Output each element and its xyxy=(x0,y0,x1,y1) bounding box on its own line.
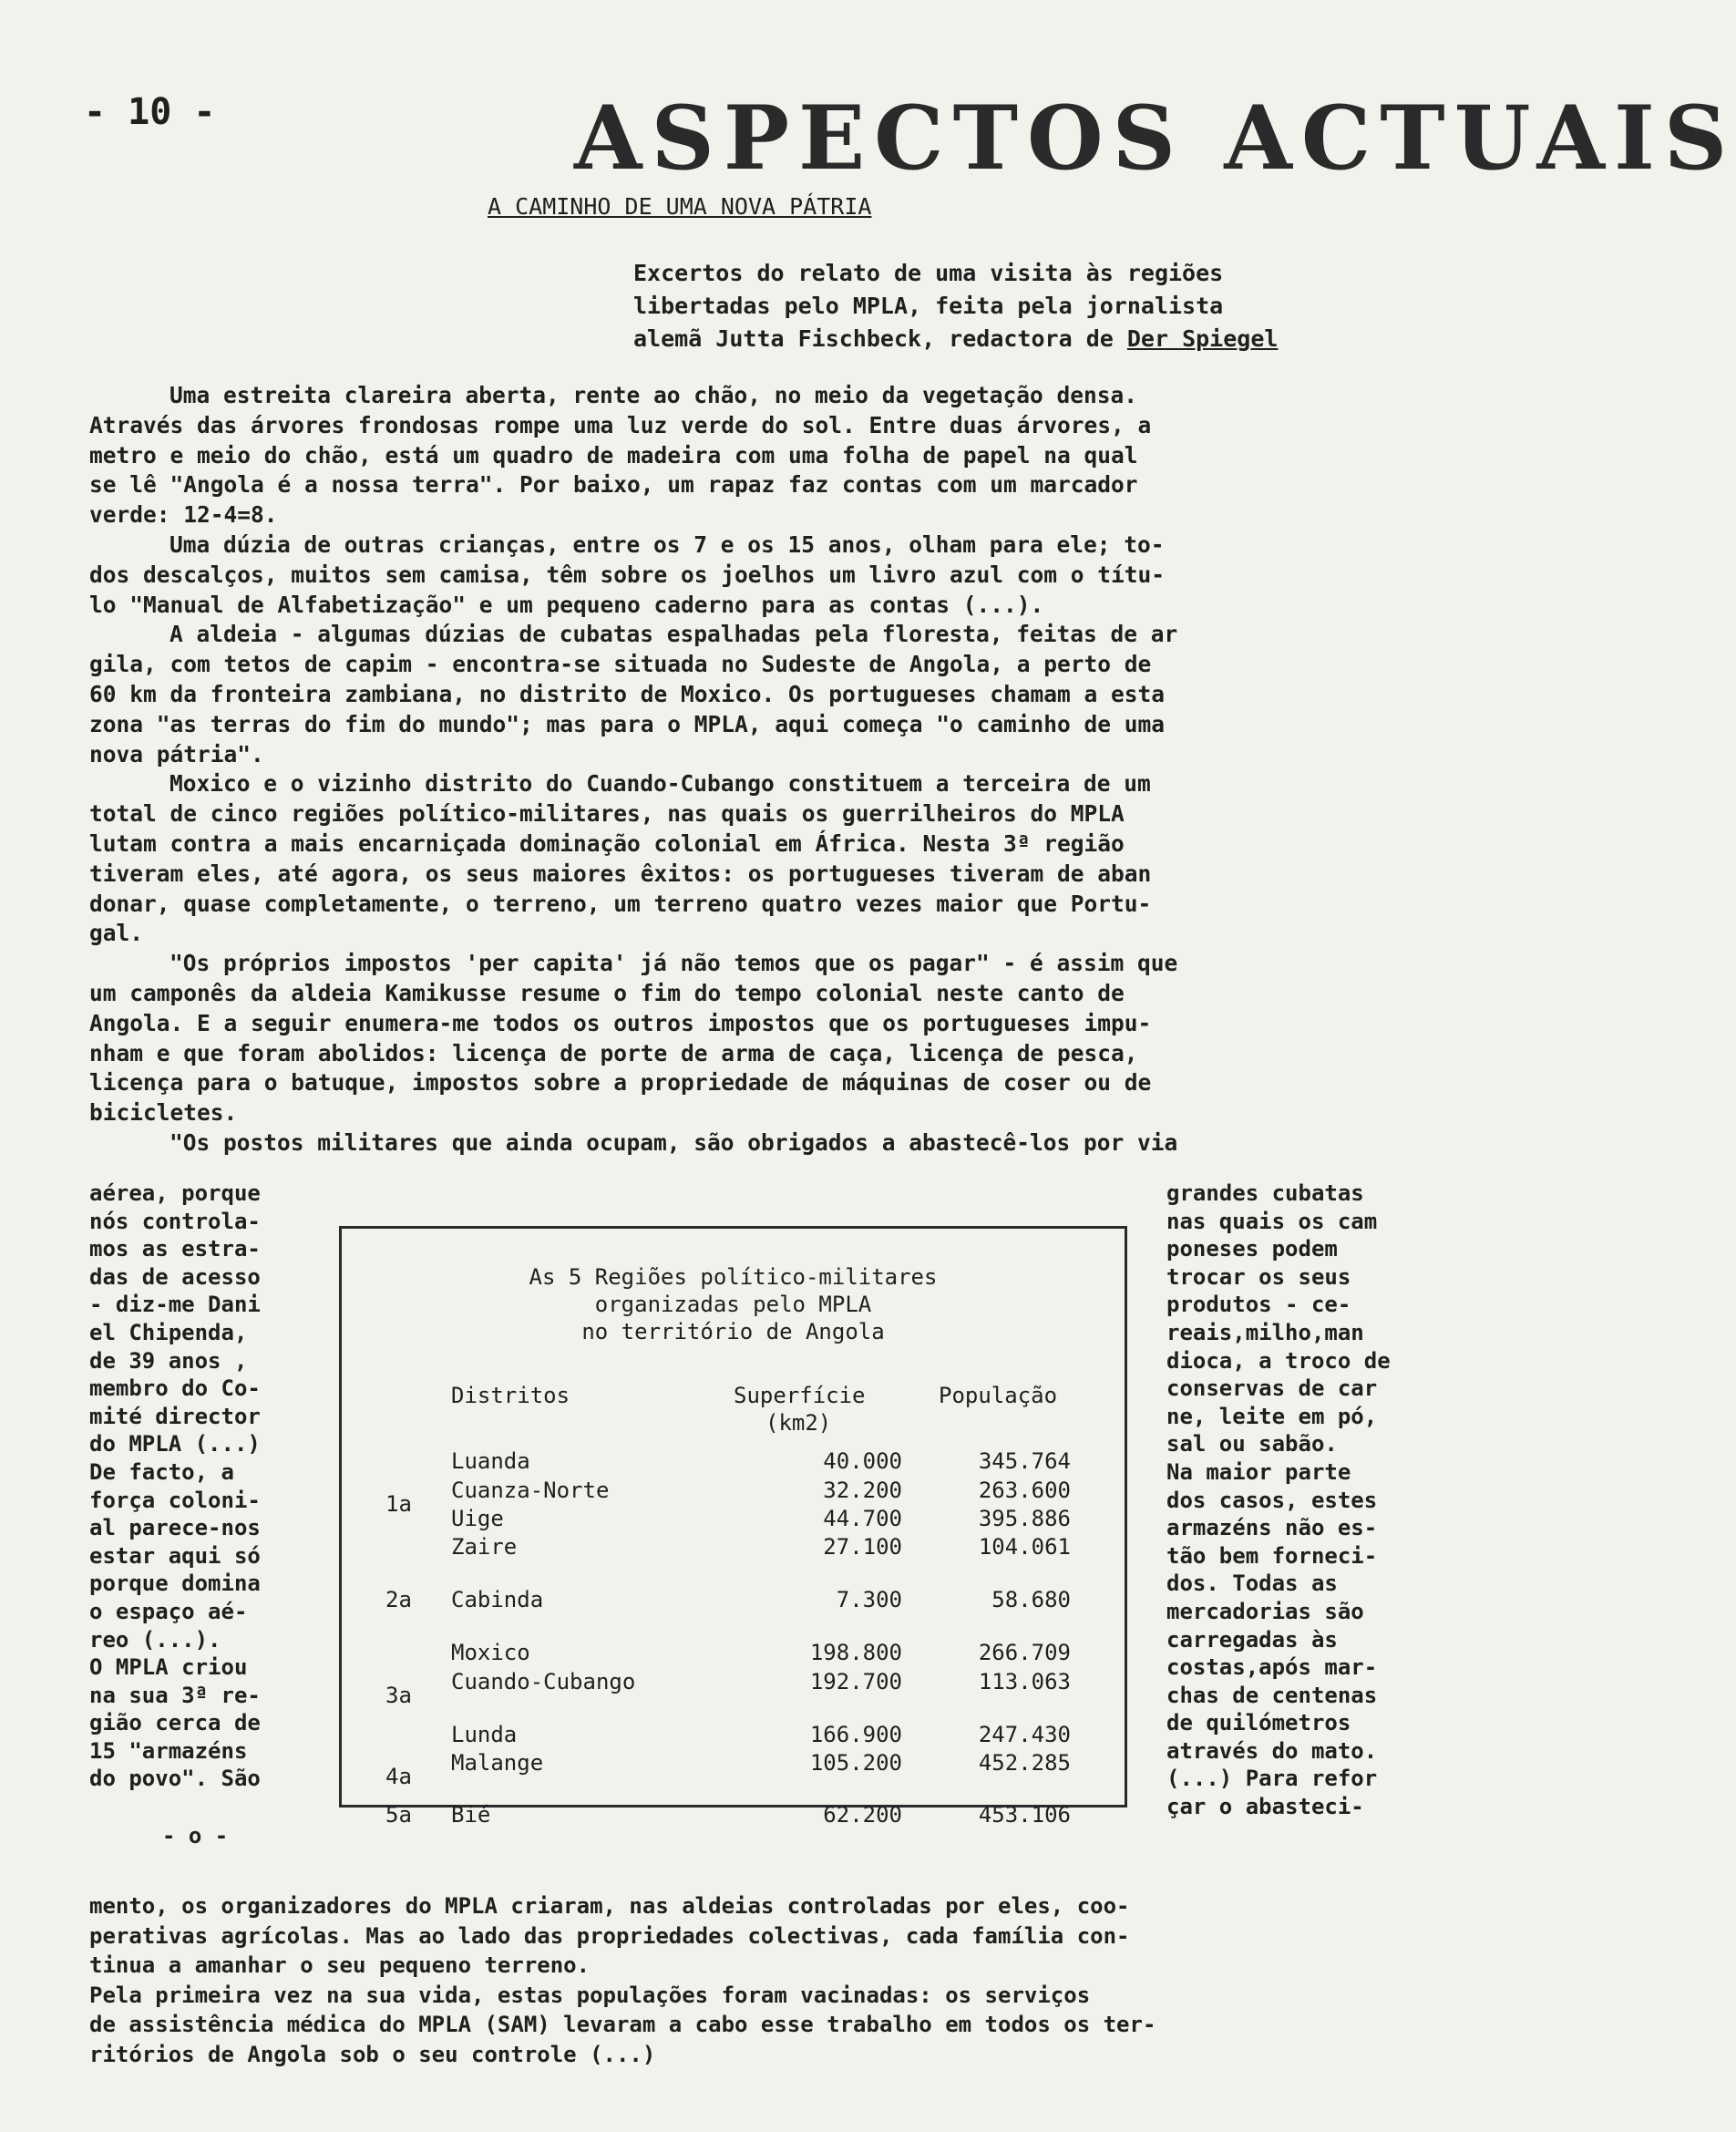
right-column-line: mercadorias são xyxy=(1166,1598,1364,1624)
region-label: 2a xyxy=(385,1587,412,1612)
left-column-line: do MPLA (...) xyxy=(89,1431,261,1457)
continuation-line: ritórios de Angola sob o seu controle (...) xyxy=(89,2041,656,2067)
right-column-line: carregadas às xyxy=(1166,1626,1338,1653)
district-population: 395.886 xyxy=(978,1506,1071,1531)
table-title-line: organizadas pelo MPLA xyxy=(594,1292,872,1317)
right-column-text xyxy=(1166,1179,1449,1821)
body-line: 60 km da fronteira zambiana, no distrito de Moxico. Os portugueses chamam a esta xyxy=(89,680,1166,707)
body-line: nham e que foram abolidos: licença de porte de arma de caça, licença de pesca, xyxy=(89,1039,1138,1066)
district-name: Lunda xyxy=(451,1722,518,1747)
district-population: 266.709 xyxy=(978,1640,1071,1665)
right-column-line: sal ou sabão. xyxy=(1166,1431,1338,1457)
region-label: 1a xyxy=(385,1491,412,1517)
table-row xyxy=(342,1639,1125,1666)
district-name: Cuando-Cubango xyxy=(451,1669,636,1694)
district-area: 44.700 xyxy=(823,1506,902,1531)
left-column-line: membro do Co- xyxy=(89,1375,261,1402)
body-line: zona "as terras do fim do mundo"; mas para o MPLA, aqui começa "o caminho de uma xyxy=(89,710,1166,737)
article-title: A CAMINHO DE UMA NOVA PÁTRIA xyxy=(488,193,872,220)
district-population: 247.430 xyxy=(978,1722,1071,1747)
continuation-line: perativas agrícolas. Mas ao lado das propriedades colectivas, cada família con- xyxy=(89,1922,1130,1949)
table-row xyxy=(342,1668,1125,1708)
district-name: Uige xyxy=(451,1506,504,1531)
column-header-area-unit: (km2) xyxy=(765,1410,832,1436)
right-column-line: grandes cubatas xyxy=(1166,1180,1364,1206)
left-column-line: porque domina xyxy=(89,1571,261,1597)
body-line: lo "Manual de Alfabetização" e um pequeno caderno para as contas (...). xyxy=(89,591,1044,618)
table-row xyxy=(342,1801,1125,1828)
district-population: 104.061 xyxy=(978,1534,1071,1560)
right-column-line: dioca, a troco de xyxy=(1166,1347,1391,1374)
body-line: tiveram eles, até agora, os seus maiores êxitos: os portugueses tiveram de aban xyxy=(89,860,1152,887)
body-line: lutam contra a mais encarniçada dominação colonial em África. Nesta 3ª região xyxy=(89,829,1125,857)
page-number: - 10 - xyxy=(84,91,216,133)
district-area: 105.200 xyxy=(809,1750,902,1776)
left-column-line: força coloni- xyxy=(89,1487,261,1513)
district-area: 62.200 xyxy=(823,1802,902,1828)
right-column-line: reais,milho,man xyxy=(1166,1319,1364,1345)
column-header-area: Superfície xyxy=(734,1383,866,1408)
left-column-line: gião cerca de xyxy=(89,1710,261,1736)
right-column-line: Na maior parte xyxy=(1166,1458,1351,1485)
right-column-line: de quilómetros xyxy=(1166,1710,1351,1736)
left-column-line: De facto, a xyxy=(89,1458,234,1485)
right-column-line: armazéns não es- xyxy=(1166,1515,1378,1541)
district-population: 453.106 xyxy=(978,1802,1071,1828)
district-name: Bié xyxy=(451,1802,491,1828)
right-column-line: poneses podem xyxy=(1166,1236,1338,1262)
table-row xyxy=(342,1447,1125,1475)
left-column-line: reo (...). xyxy=(89,1626,221,1653)
right-column-line: trocar os seus xyxy=(1166,1263,1351,1290)
district-name: Cuanza-Norte xyxy=(451,1478,610,1503)
right-column-line: chas de centenas xyxy=(1166,1682,1378,1708)
left-column-line: - diz-me Dani xyxy=(89,1292,261,1318)
left-column-line: das de acesso xyxy=(89,1263,261,1290)
body-line: licença para o batuque, impostos sobre a propriedade de máquinas de coser ou de xyxy=(89,1069,1152,1097)
body-line: gila, com tetos de capim - encontra-se situada no Sudeste de Angola, a perto de xyxy=(89,651,1152,678)
separator: - o - xyxy=(162,1823,229,1849)
right-column-line: produtos - ce- xyxy=(1166,1292,1351,1318)
district-name: Malange xyxy=(451,1750,544,1776)
column-header-districts: Distritos xyxy=(451,1383,570,1408)
intro-line: libertadas pelo MPLA, feita pela jornalista xyxy=(633,293,1224,319)
district-area: 40.000 xyxy=(823,1448,902,1474)
body-line: Uma dúzia de outras crianças, entre os 7 e os 15 anos, olham para ele; to- xyxy=(169,530,1165,558)
journal-name: Der Spiegel xyxy=(1126,325,1279,352)
district-area: 192.700 xyxy=(809,1669,902,1694)
regions-table xyxy=(339,1226,1127,1828)
right-column-line: nas quais os cam xyxy=(1166,1208,1378,1234)
right-column-line: costas,após mar- xyxy=(1166,1654,1378,1681)
region-label: 4a xyxy=(385,1764,412,1789)
left-column-line: mité director xyxy=(89,1403,261,1429)
table-title-line: no território de Angola xyxy=(581,1319,885,1344)
left-column-line: nós controla- xyxy=(89,1208,261,1234)
district-area: 198.800 xyxy=(809,1640,902,1665)
left-column-line: do povo". São xyxy=(89,1766,261,1792)
left-column-line: aérea, porque xyxy=(89,1180,261,1206)
body-line: se lê "Angola é a nossa terra". Por baixo, um rapaz faz contas com um marcador xyxy=(89,471,1138,499)
left-column-line: al parece-nos xyxy=(89,1515,261,1541)
body-line: Uma estreita clareira aberta, rente ao chão, no meio da vegetação densa. xyxy=(169,382,1138,408)
continuation-line: tinua a amanhar o seu pequeno terreno. xyxy=(89,1952,591,1979)
left-column-line: de 39 anos , xyxy=(89,1347,248,1374)
district-area: 166.900 xyxy=(809,1722,902,1747)
body-line: total de cinco regiões político-militares, nas quais os guerrilheiros do MPLA xyxy=(89,800,1125,828)
continuation-line: mento, os organizadores do MPLA criaram, nas aldeias controladas por eles, coo- xyxy=(89,1893,1130,1919)
masthead: ASPECTOS ACTUAIS xyxy=(574,87,1736,190)
body-line: nova pátria". xyxy=(89,740,264,767)
left-column-text xyxy=(89,1179,313,1793)
left-column-line: mos as estra- xyxy=(89,1236,261,1262)
table-row xyxy=(342,1477,1125,1517)
right-column-line: çar o abasteci- xyxy=(1166,1794,1364,1820)
left-column-line: 15 "armazéns xyxy=(89,1737,248,1764)
left-column-line: na sua 3ª re- xyxy=(89,1682,261,1708)
left-column-line: el Chipenda, xyxy=(89,1319,248,1345)
district-population: 263.600 xyxy=(978,1478,1071,1503)
district-area: 27.100 xyxy=(823,1534,902,1560)
region-label: 3a xyxy=(385,1683,412,1708)
right-column-line: dos. Todas as xyxy=(1166,1571,1338,1597)
district-population: 58.680 xyxy=(991,1587,1071,1612)
table-row xyxy=(342,1505,1125,1532)
table-row xyxy=(342,1533,1125,1560)
article-continuation xyxy=(89,1891,1429,2070)
continuation-line: Pela primeira vez na sua vida, estas populações foram vacinadas: os serviços xyxy=(89,1982,1091,2008)
right-column-line: tão bem forneci- xyxy=(1166,1542,1378,1569)
right-column-line: através do mato. xyxy=(1166,1737,1378,1764)
left-column-line: o espaço aé- xyxy=(89,1598,248,1624)
district-population: 113.063 xyxy=(978,1669,1071,1694)
table-row xyxy=(342,1721,1125,1748)
left-column-line: O MPLA criou xyxy=(89,1654,248,1681)
body-line: "Os postos militares que ainda ocupam, são obrigados a abastecê-los por via xyxy=(169,1128,1178,1156)
intro-line-text: alemã Jutta Fischbeck, redactora de xyxy=(633,325,1127,352)
right-column-line: conservas de car xyxy=(1166,1375,1378,1402)
intro-line xyxy=(633,323,1435,355)
continuation-line: de assistência médica do MPLA (SAM) levaram a cabo esse trabalho em todos os ter- xyxy=(89,2012,1156,2038)
right-column-line: dos casos, estes xyxy=(1166,1487,1378,1513)
body-line: Angola. E a seguir enumera-me todos os outros impostos que os portugueses impu- xyxy=(89,1009,1152,1036)
region-label: 5a xyxy=(385,1802,412,1828)
intro-excerpt xyxy=(633,257,1435,355)
body-line: donar, quase completamente, o terreno, um terreno quatro vezes maior que Portu- xyxy=(89,890,1152,917)
body-line: Através das árvores frondosas rompe uma luz verde do sol. Entre duas árvores, a xyxy=(89,411,1152,438)
district-name: Moxico xyxy=(451,1640,530,1665)
body-line: verde: 12-4=8. xyxy=(89,501,278,529)
body-line: dos descalços, muitos sem camisa, têm sobre os joelhos um livro azul com o títu- xyxy=(89,561,1166,588)
district-population: 345.764 xyxy=(978,1448,1071,1474)
intro-line: Excertos do relato de uma visita às regiões xyxy=(633,260,1224,286)
body-line: gal. xyxy=(89,920,144,947)
district-name: Zaire xyxy=(451,1534,518,1560)
district-name: Cabinda xyxy=(451,1587,544,1612)
table-title-line: As 5 Regiões político-militares xyxy=(529,1264,938,1290)
body-line: bicicletes. xyxy=(89,1099,238,1127)
body-line: um camponês da aldeia Kamikusse resume o fim do tempo colonial neste canto de xyxy=(89,979,1125,1006)
body-line: "Os próprios impostos 'per capita' já não temos que os pagar" - é assim que xyxy=(169,950,1178,977)
body-line: A aldeia - algumas dúzias de cubatas espalhadas pela floresta, feitas de ar xyxy=(169,621,1178,648)
district-area: 7.300 xyxy=(836,1587,902,1612)
table-title xyxy=(342,1263,1125,1345)
article-body xyxy=(89,381,1429,1159)
body-line: Moxico e o vizinho distrito do Cuando-Cubango constituem a terceira de um xyxy=(169,770,1151,798)
district-population: 452.285 xyxy=(978,1750,1071,1776)
district-area: 32.200 xyxy=(823,1478,902,1503)
body-line: metro e meio do chão, está um quadro de madeira com uma folha de papel na qual xyxy=(89,441,1138,469)
table-row xyxy=(342,1749,1125,1789)
left-column-line: estar aqui só xyxy=(89,1542,261,1569)
district-name: Luanda xyxy=(451,1448,530,1474)
right-column-line: (...) Para refor xyxy=(1166,1766,1378,1792)
right-column-line: ne, leite em pó, xyxy=(1166,1403,1378,1429)
table-row xyxy=(342,1586,1125,1613)
column-header-population: População xyxy=(939,1383,1058,1408)
